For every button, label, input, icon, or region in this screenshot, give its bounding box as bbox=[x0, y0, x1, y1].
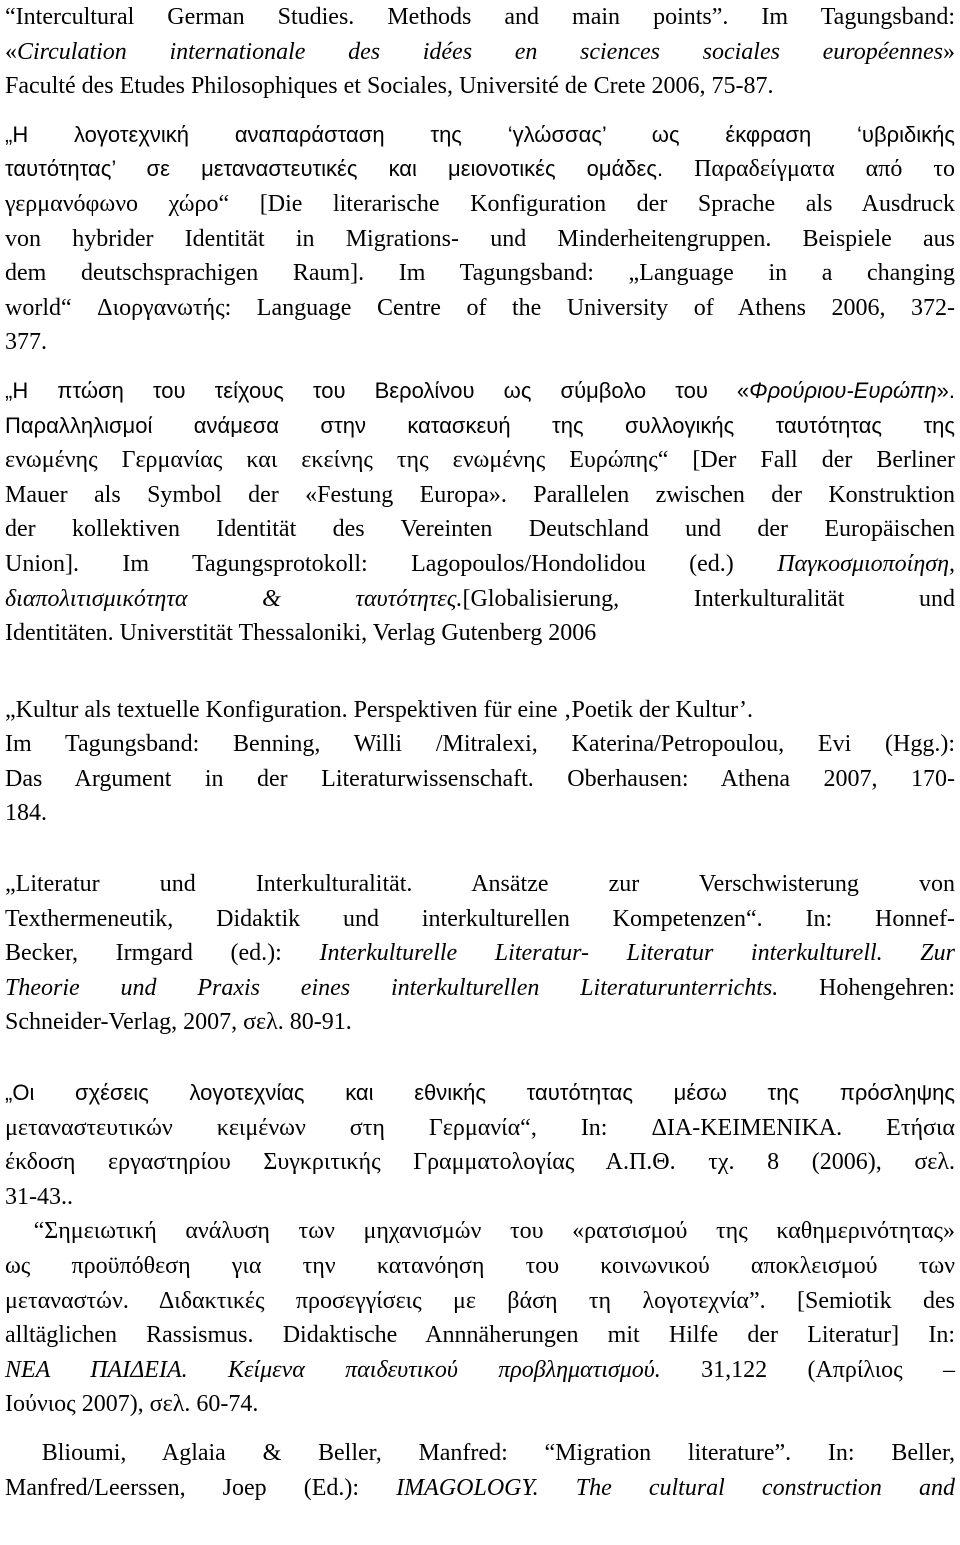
text-run: Theorie und Praxis eines interkulturellen Literaturunterrichts. bbox=[5, 974, 779, 1001]
text-run: » bbox=[943, 38, 955, 65]
text-line bbox=[5, 902, 955, 937]
text-run: der kollektiven Identität des Vereinten Deutschland und der Europäischen bbox=[5, 516, 955, 543]
text-line bbox=[5, 1471, 955, 1506]
text-line bbox=[5, 291, 955, 326]
text-line bbox=[5, 727, 955, 762]
text-run: dem deutschsprachigen Raum]. Im Tagungsband: „Language in a changing bbox=[5, 260, 955, 287]
text-line bbox=[5, 616, 955, 651]
reference-entry bbox=[5, 374, 955, 651]
text-line bbox=[5, 152, 955, 187]
text-line bbox=[5, 1249, 955, 1284]
text-run: Becker, Irmgard (ed.): bbox=[5, 940, 320, 967]
text-line bbox=[5, 1005, 955, 1040]
text-run: Ιούνιος 2007), σελ. 60-74. bbox=[5, 1391, 259, 1418]
text-run: Manfred/Leerssen, Joep (Ed.): bbox=[5, 1474, 397, 1501]
text-line bbox=[5, 762, 955, 797]
text-line bbox=[5, 325, 955, 360]
reference-entry bbox=[5, 1436, 955, 1505]
text-run: ως προϋπόθεση για την κατανόηση του κοινωνικού αποκλεισμού των bbox=[5, 1253, 955, 1279]
text-run: world“ Διοργανωτής: Language Centre of the University of Athens 2006, 372- bbox=[5, 294, 955, 321]
text-line bbox=[5, 1284, 955, 1319]
text-run: [Globalisierung, Interkulturalität und bbox=[462, 585, 955, 612]
text-line bbox=[5, 374, 955, 409]
text-run: Mauer als Symbol der «Festung Europa». Parallelen zwischen der Konstruktion bbox=[5, 481, 955, 508]
text-run: ταυτότητας’ σε μεταναστευτικές και μειονοτικές ομάδες. bbox=[5, 156, 664, 182]
text-line bbox=[5, 222, 955, 257]
text-run: „Kultur als textuelle Konfiguration. Perspektiven für eine ‚Poetik der Kultur’. bbox=[5, 696, 754, 723]
text-run: γερμανόφωνο χώρο“ [Die literarische Konfiguration der Sprache als Ausdruck bbox=[5, 190, 955, 217]
text-line bbox=[5, 512, 955, 547]
text-run: Faculté des Etudes Philosophiques et Sociales, Université de Crete 2006, 75-87. bbox=[5, 73, 774, 100]
reference-entry bbox=[5, 0, 955, 104]
text-run: „Οι σχέσεις λογοτεχνίας και εθνικής ταυτότητας μέσω της πρόσληψης bbox=[5, 1080, 955, 1106]
text-line bbox=[5, 409, 955, 444]
text-run: μεταναστευτικών κειμένων στη Γερμανία“, In: ΔΙΑ-ΚΕΙΜΕΝΙΚΑ. Ετήσια bbox=[5, 1114, 955, 1141]
text-run: μεταναστών. Διδακτικές προσεγγίσεις με βάση τη λογοτεχνία”. [Semiotik des bbox=[5, 1287, 955, 1314]
text-run: Interkulturelle Literatur- Literatur interkulturell. Zur bbox=[319, 940, 955, 967]
text-run: ». bbox=[936, 377, 955, 403]
text-run: 377. bbox=[5, 329, 47, 356]
text-run: « bbox=[5, 38, 17, 65]
text-run: Hohengehren: bbox=[778, 974, 955, 1001]
text-run: Blioumi, Aglaia & Beller, Manfred: “Migration literature”. In: Beller, bbox=[5, 1439, 955, 1466]
text-line bbox=[5, 971, 955, 1006]
text-run: „H λογοτεχνική αναπαράσταση της ‘γλώσσας’ ως έκφραση ‘υβριδικής bbox=[5, 121, 955, 147]
text-run: „H πτώση του τείχους του Βερολίνου ως σύμβολο του « bbox=[5, 377, 750, 403]
text-run: 31,122 (Απρίλιος – bbox=[660, 1356, 955, 1383]
text-line bbox=[5, 478, 955, 513]
text-line bbox=[5, 69, 955, 104]
text-run: “Σημειωτική ανάλυση των μηχανισμών του «ρατσισμού της καθημερινότητας» bbox=[5, 1218, 955, 1245]
text-run: ενωμένης Γερμανίας και εκείνης της ενωμένης Ευρώπης“ [Der Fall der Berliner bbox=[5, 447, 955, 474]
text-line bbox=[5, 693, 955, 728]
text-line bbox=[5, 796, 955, 831]
text-line bbox=[5, 1214, 955, 1249]
text-run: alltäglichen Rassismus. Didaktische Annnäherungen mit Hilfe der Literatur] In: bbox=[5, 1322, 955, 1349]
reference-entry bbox=[5, 867, 955, 1040]
text-run: 31-43.. bbox=[5, 1183, 73, 1210]
text-run: ΝΕΑ ΠΑΙΔΕΙΑ. Κείμενα παιδευτικού προβληματισμού. bbox=[5, 1356, 661, 1383]
text-run: Das Argument in der Literaturwissenschaft. Oberhausen: Athena 2007, 170- bbox=[5, 765, 955, 792]
text-run: „Literatur und Interkulturalität. Ansätze zur Verschwisterung von bbox=[5, 871, 955, 898]
text-line bbox=[5, 443, 955, 478]
text-run: Circulation internationale des idées en sciences sociales européennes bbox=[17, 38, 943, 65]
text-line bbox=[5, 1353, 955, 1388]
text-run: Identitäten. Universtität Thessaloniki, Verlag Gutenberg 2006 bbox=[5, 620, 597, 647]
text-run: 184. bbox=[5, 800, 47, 827]
text-run: Im Tagungsband: Benning, Willi /Mitralexi, Katerina/Petropoulou, Evi (Hgg.): bbox=[5, 731, 955, 758]
text-line bbox=[5, 1180, 955, 1215]
text-line bbox=[5, 1387, 955, 1422]
text-line bbox=[5, 0, 955, 35]
reference-entry bbox=[5, 1076, 955, 1214]
reference-entry bbox=[5, 693, 955, 831]
text-run: Φρούριου-Ευρώπη bbox=[749, 377, 937, 403]
document-page bbox=[5, 0, 955, 1505]
text-line bbox=[5, 1076, 955, 1111]
reference-entry bbox=[5, 118, 955, 360]
text-run: Union]. Im Tagungsprotokoll: Lagopoulos/Hondolidou (ed.) bbox=[5, 550, 778, 577]
text-line bbox=[5, 1436, 955, 1471]
text-line bbox=[5, 582, 955, 617]
text-run: Παραδείγματα από το bbox=[663, 156, 955, 183]
text-line bbox=[5, 547, 955, 582]
text-run: von hybrider Identität in Migrations- und Minderheitengruppen. Beispiele aus bbox=[5, 225, 955, 252]
text-line bbox=[5, 936, 955, 971]
text-line bbox=[5, 1111, 955, 1146]
text-line bbox=[5, 187, 955, 222]
text-line bbox=[5, 35, 955, 70]
text-line bbox=[5, 1318, 955, 1353]
text-line bbox=[5, 1145, 955, 1180]
text-line bbox=[5, 867, 955, 902]
text-line bbox=[5, 118, 955, 153]
reference-entry bbox=[5, 1214, 955, 1422]
text-run: έκδοση εργαστηρίου Συγκριτικής Γραμματολογίας Α.Π.Θ. τχ. 8 (2006), σελ. bbox=[5, 1149, 955, 1176]
text-line bbox=[5, 256, 955, 291]
text-run: Texthermeneutik, Didaktik und interkulturellen Kompetenzen“. In: Honnef- bbox=[5, 905, 955, 932]
text-run: IMAGOLOGY. The cultural construction and bbox=[396, 1474, 955, 1501]
text-run: “Intercultural German Studies. Methods and main points”. Im Tagungsband: bbox=[5, 4, 955, 30]
text-run: Παγκοσμιοποίηση, bbox=[777, 550, 955, 577]
text-run: διαπολιτισμικότητα & ταυτότητες. bbox=[5, 585, 463, 612]
text-run: Παραλληλισμοί ανάμεσα στην κατασκευή της συλλογικής ταυτότητας της bbox=[5, 412, 955, 438]
text-run: Schneider-Verlag, 2007, σελ. 80-91. bbox=[5, 1009, 352, 1036]
